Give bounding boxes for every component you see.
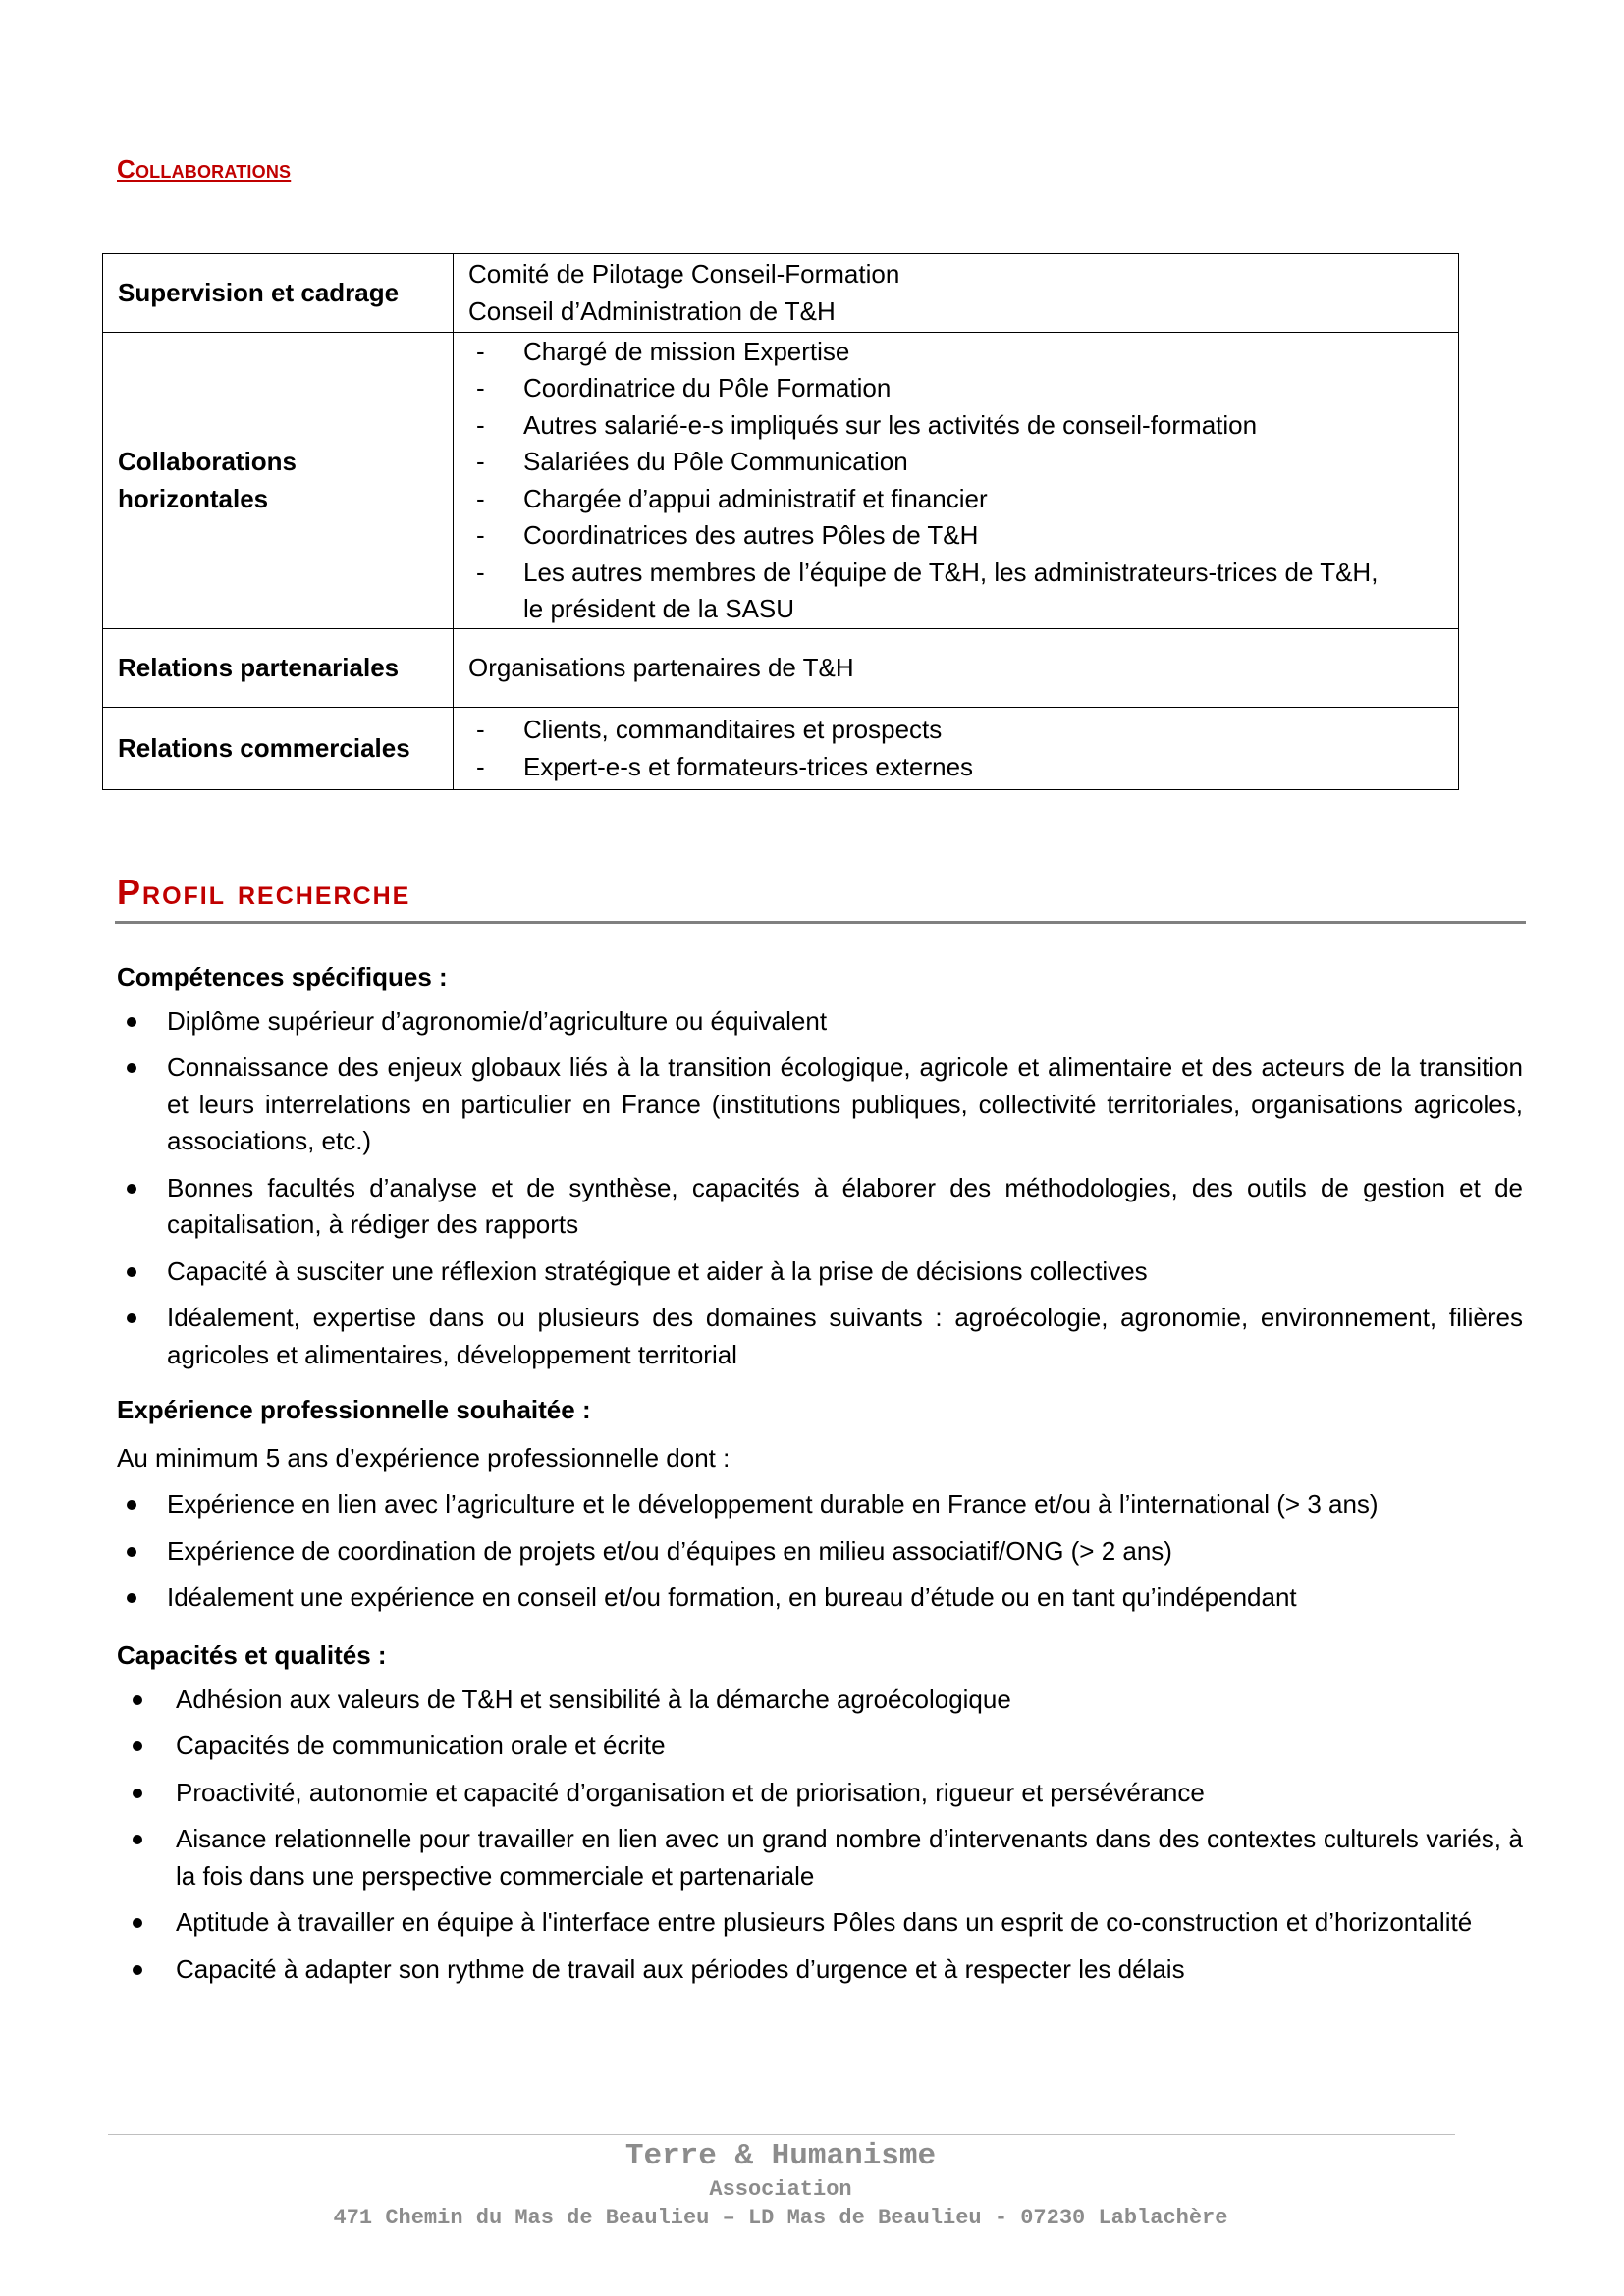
list-item: Connaissance des enjeux globaux liés à la transition écologique, agricole et alimentaire et des acteurs de la transition et leurs interrelations en particulier en France (institutions publiques, collectivité territoriales, organisations agricoles, associations, etc.) [117, 1049, 1523, 1160]
list-item: - Autres salarié-e-s impliqués sur les activités de conseil-formation [468, 407, 1458, 445]
list-item: - Chargé de mission Expertise [468, 334, 1458, 371]
list-item: - Salariées du Pôle Communication [468, 444, 1458, 481]
bullet-list [117, 1486, 1523, 1617]
row-label: Supervision et cadrage [103, 254, 454, 333]
list-item: Diplôme supérieur d’agronomie/d’agriculture ou équivalent [117, 1003, 1523, 1041]
footer-org-type: Association [709, 2177, 852, 2202]
collaborations-heading: Collaborations [117, 154, 292, 184]
list-item: Idéalement, expertise dans ou plusieurs des domaines suivants : agroécologie, agronomie, environnement, filières agricoles et alimentaires, développement territorial [117, 1300, 1523, 1373]
section-heading: Capacités et qualités : [117, 1640, 387, 1670]
list-item: - Coordinatrices des autres Pôles de T&H [468, 517, 1458, 555]
bullet-list [117, 1682, 1523, 1989]
list-item: Expérience de coordination de projets et/ou d’équipes en milieu associatif/ONG (> 2 ans) [117, 1533, 1523, 1571]
list-item: - Expert-e-s et formateurs-trices externes [468, 749, 1458, 786]
row-label [103, 333, 454, 629]
qualites-section [117, 1637, 1523, 1988]
row-value [454, 708, 1459, 790]
row-label: Relations commerciales [103, 708, 454, 790]
table-row [103, 629, 1459, 708]
list-item: Idéalement une expérience en conseil et/ou formation, en bureau d’étude ou en tant qu’indépendant [117, 1579, 1523, 1617]
footer-address: 471 Chemin du Mas de Beaulieu – LD Mas de Beaulieu - 07230 Lablachère [333, 2206, 1228, 2230]
competences-section [117, 959, 1523, 1373]
list-item: - Coordinatrice du Pôle Formation [468, 370, 1458, 407]
row-value [454, 333, 1459, 629]
footer-org-name: Terre & Humanisme [624, 2139, 937, 2173]
row-label: Relations partenariales [103, 629, 454, 708]
profil-heading: Profil recherche [117, 872, 411, 912]
list-item: Expérience en lien avec l’agriculture et le développement durable en France et/ou à l’international (> 3 ans) [117, 1486, 1523, 1523]
row-value: Organisations partenaires de T&H [454, 629, 1459, 708]
bullet-list [117, 1003, 1523, 1374]
section-intro: Au minimum 5 ans d’expérience professionnelle dont : [117, 1442, 731, 1472]
table-row [103, 254, 1459, 333]
value-line: Comité de Pilotage Conseil-Formation [468, 259, 900, 289]
list-item: Proactivité, autonomie et capacité d’organisation et de priorisation, rigueur et persévérance [117, 1775, 1523, 1812]
table-row [103, 333, 1459, 629]
table-row [103, 708, 1459, 790]
list-item: Aisance relationnelle pour travailler en lien avec un grand nombre d’intervenants dans des contextes culturels variés, à la fois dans une perspective commerciale et partenariale [117, 1821, 1523, 1895]
section-heading: Expérience professionnelle souhaitée : [117, 1395, 591, 1424]
heading-divider [115, 921, 1526, 924]
list-item: Aptitude à travailler en équipe à l'interface entre plusieurs Pôles dans un esprit de co-construction et d’horizontalité [117, 1904, 1523, 1942]
experience-section [117, 1392, 1523, 1617]
collaborations-table [102, 253, 1459, 790]
dash-list [468, 712, 1458, 785]
list-item: - Clients, commanditaires et prospects [468, 712, 1458, 749]
list-item: - Chargée d’appui administratif et financier [468, 481, 1458, 518]
row-label-text: Collaborations horizontales [118, 447, 298, 513]
list-item: - Les autres membres de l’équipe de T&H, les administrateurs-trices de T&H, le président de la SASU [468, 555, 1387, 628]
row-value [454, 254, 1459, 333]
list-item: Capacités de communication orale et écrite [117, 1728, 1523, 1765]
list-item: Bonnes facultés d’analyse et de synthèse, capacités à élaborer des méthodologies, des outils de gestion et de capitalisation, à rédiger des rapports [117, 1170, 1523, 1244]
list-item: Capacité à susciter une réflexion stratégique et aider à la prise de décisions collectives [117, 1254, 1523, 1291]
footer [0, 2137, 1561, 2233]
dash-list [468, 334, 1458, 628]
section-heading: Compétences spécifiques : [117, 962, 448, 991]
value-line: Conseil d’Administration de T&H [468, 295, 836, 326]
list-item: Adhésion aux valeurs de T&H et sensibilité à la démarche agroécologique [117, 1682, 1523, 1719]
list-item: Capacité à adapter son rythme de travail aux périodes d’urgence et à respecter les délais [117, 1951, 1523, 1989]
footer-divider [108, 2134, 1455, 2135]
